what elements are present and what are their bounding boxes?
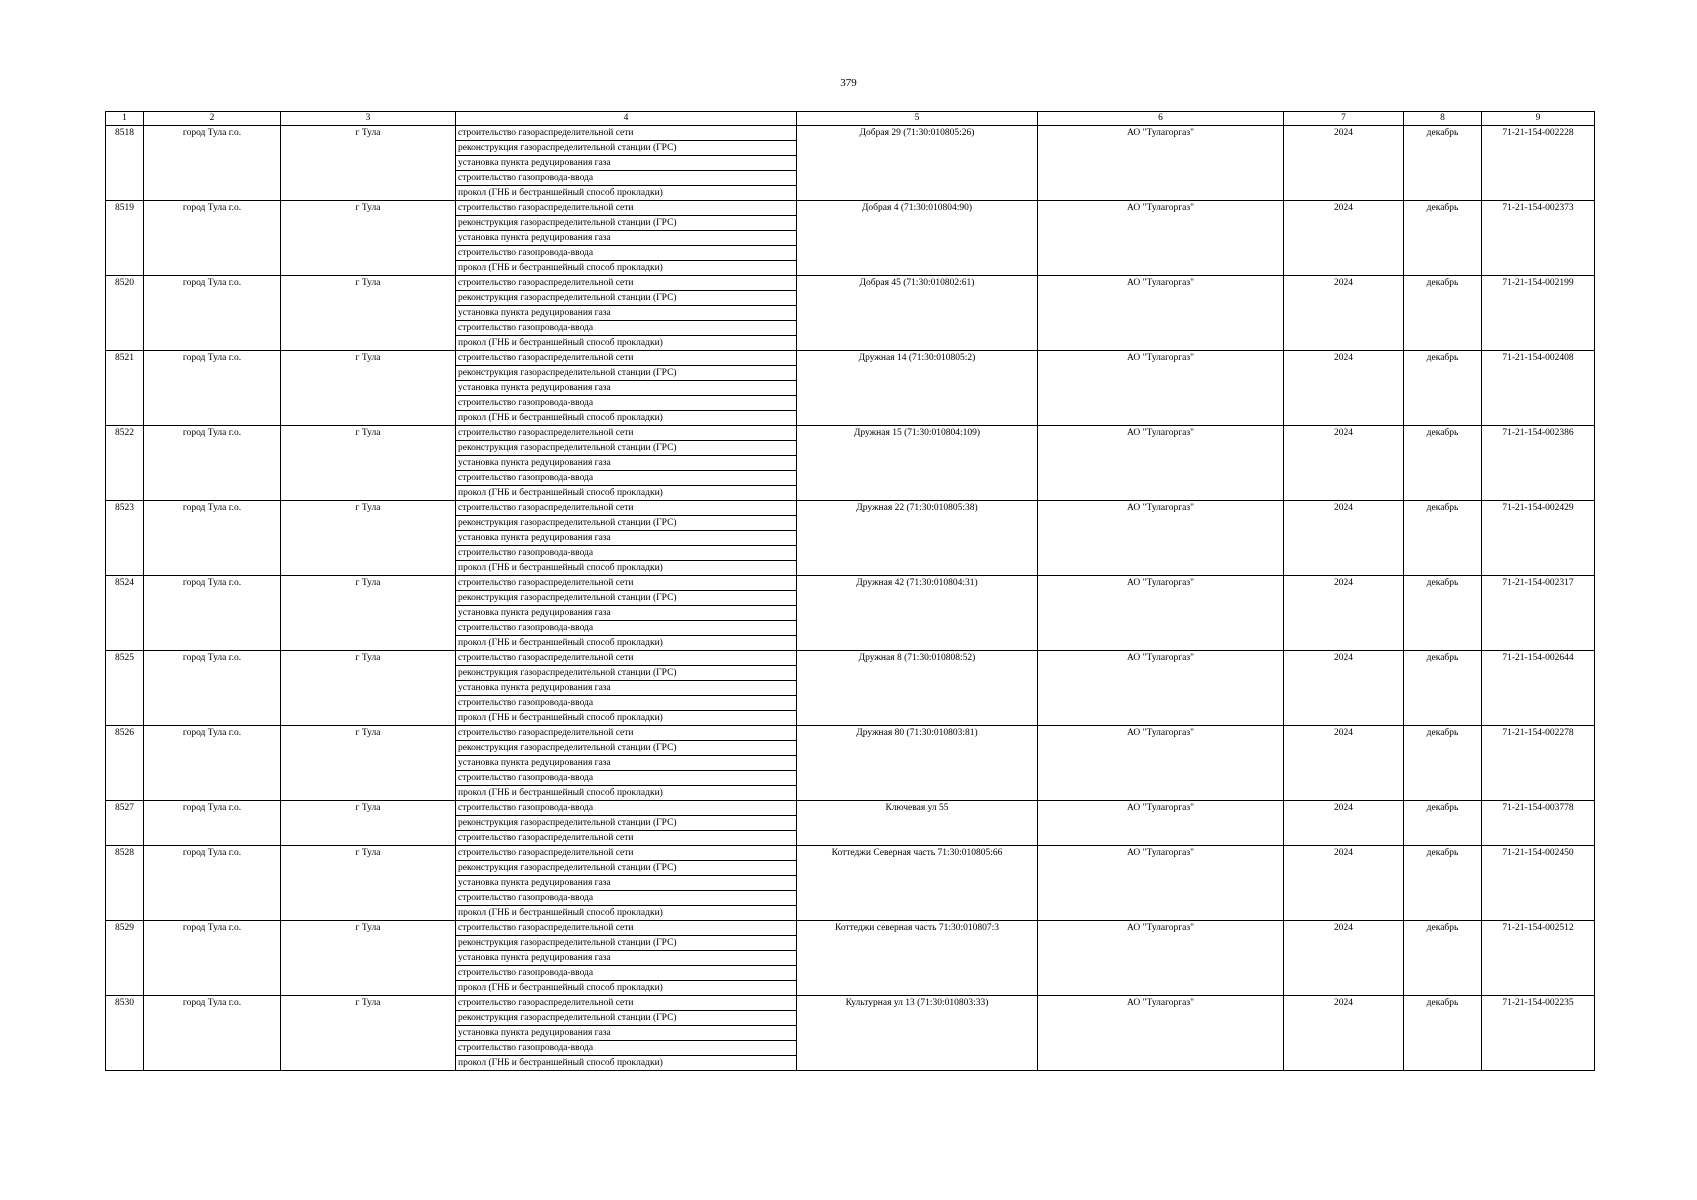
month-cell: декабрь <box>1404 846 1482 921</box>
year-cell: 2024 <box>1284 351 1404 426</box>
district-cell: город Тула г.о. <box>144 351 281 426</box>
work-type-cell: строительство газопровода-ввода <box>456 321 797 336</box>
work-type-cell: установка пункта редуцирования газа <box>456 231 797 246</box>
month-cell: декабрь <box>1404 126 1482 201</box>
code-cell: 71-21-154-002228 <box>1482 126 1595 201</box>
work-type-cell: реконструкция газораспределительной станции (ГРС) <box>456 666 797 681</box>
record-number: 8521 <box>106 351 144 426</box>
column-header-2: 2 <box>144 112 281 126</box>
work-type-cell: реконструкция газораспределительной станции (ГРС) <box>456 591 797 606</box>
table-row <box>106 576 1595 591</box>
address-cell: Ключевая ул 55 <box>797 801 1038 846</box>
work-type-cell: строительство газораспределительной сети <box>456 831 797 846</box>
column-header-7: 7 <box>1284 112 1404 126</box>
code-cell: 71-21-154-002644 <box>1482 651 1595 726</box>
work-type-cell: реконструкция газораспределительной станции (ГРС) <box>456 216 797 231</box>
district-cell: город Тула г.о. <box>144 651 281 726</box>
month-cell: декабрь <box>1404 351 1482 426</box>
work-type-cell: установка пункта редуцирования газа <box>456 756 797 771</box>
district-cell: город Тула г.о. <box>144 801 281 846</box>
address-cell: Дружная 15 (71:30:010804:109) <box>797 426 1038 501</box>
work-type-cell: прокол (ГНБ и бестраншейный способ прокладки) <box>456 561 797 576</box>
district-cell: город Тула г.о. <box>144 726 281 801</box>
year-cell: 2024 <box>1284 501 1404 576</box>
code-cell: 71-21-154-002317 <box>1482 576 1595 651</box>
work-type-cell: строительство газораспределительной сети <box>456 351 797 366</box>
month-cell: декабрь <box>1404 426 1482 501</box>
record-number: 8524 <box>106 576 144 651</box>
record-number: 8519 <box>106 201 144 276</box>
code-cell: 71-21-154-002408 <box>1482 351 1595 426</box>
work-type-cell: установка пункта редуцирования газа <box>456 606 797 621</box>
code-cell: 71-21-154-002373 <box>1482 201 1595 276</box>
work-type-cell: строительство газораспределительной сети <box>456 201 797 216</box>
month-cell: декабрь <box>1404 801 1482 846</box>
year-cell: 2024 <box>1284 576 1404 651</box>
work-type-cell: строительство газопровода-ввода <box>456 246 797 261</box>
organization-cell: АО "Тулагоргаз" <box>1038 651 1284 726</box>
work-type-cell: строительство газопровода-ввода <box>456 621 797 636</box>
work-type-cell: строительство газораспределительной сети <box>456 996 797 1011</box>
work-type-cell: прокол (ГНБ и бестраншейный способ прокладки) <box>456 636 797 651</box>
work-type-cell: установка пункта редуцирования газа <box>456 1026 797 1041</box>
district-cell: город Тула г.о. <box>144 846 281 921</box>
work-type-cell: прокол (ГНБ и бестраншейный способ прокладки) <box>456 336 797 351</box>
locality-cell: г Тула <box>281 501 456 576</box>
work-type-cell: прокол (ГНБ и бестраншейный способ прокладки) <box>456 1056 797 1071</box>
table-row <box>106 651 1595 666</box>
work-type-cell: установка пункта редуцирования газа <box>456 456 797 471</box>
table-row <box>106 126 1595 141</box>
year-cell: 2024 <box>1284 126 1404 201</box>
locality-cell: г Тула <box>281 576 456 651</box>
work-type-cell: реконструкция газораспределительной станции (ГРС) <box>456 1011 797 1026</box>
work-type-cell: прокол (ГНБ и бестраншейный способ прокладки) <box>456 186 797 201</box>
year-cell: 2024 <box>1284 726 1404 801</box>
organization-cell: АО "Тулагоргаз" <box>1038 426 1284 501</box>
year-cell: 2024 <box>1284 846 1404 921</box>
locality-cell: г Тула <box>281 726 456 801</box>
work-type-cell: прокол (ГНБ и бестраншейный способ прокладки) <box>456 786 797 801</box>
code-cell: 71-21-154-003778 <box>1482 801 1595 846</box>
table-row <box>106 801 1595 816</box>
work-type-cell: строительство газораспределительной сети <box>456 921 797 936</box>
code-cell: 71-21-154-002386 <box>1482 426 1595 501</box>
address-cell: Культурная ул 13 (71:30:010803:33) <box>797 996 1038 1071</box>
code-cell: 71-21-154-002429 <box>1482 501 1595 576</box>
organization-cell: АО "Тулагоргаз" <box>1038 801 1284 846</box>
address-cell: Добрая 4 (71:30:010804:90) <box>797 201 1038 276</box>
address-cell: Добрая 45 (71:30:010802:61) <box>797 276 1038 351</box>
work-type-cell: прокол (ГНБ и бестраншейный способ прокладки) <box>456 711 797 726</box>
month-cell: декабрь <box>1404 576 1482 651</box>
table-row <box>106 846 1595 861</box>
table-body <box>106 126 1595 1071</box>
record-number: 8526 <box>106 726 144 801</box>
work-type-cell: строительство газопровода-ввода <box>456 891 797 906</box>
locality-cell: г Тула <box>281 921 456 996</box>
month-cell: декабрь <box>1404 201 1482 276</box>
organization-cell: АО "Тулагоргаз" <box>1038 996 1284 1071</box>
work-type-cell: установка пункта редуцирования газа <box>456 306 797 321</box>
work-type-cell: реконструкция газораспределительной станции (ГРС) <box>456 516 797 531</box>
record-number: 8530 <box>106 996 144 1071</box>
column-header-9: 9 <box>1482 112 1595 126</box>
table-row <box>106 921 1595 936</box>
work-type-cell: строительство газопровода-ввода <box>456 396 797 411</box>
table-row <box>106 501 1595 516</box>
work-type-cell: строительство газораспределительной сети <box>456 651 797 666</box>
code-cell: 71-21-154-002450 <box>1482 846 1595 921</box>
month-cell: декабрь <box>1404 651 1482 726</box>
organization-cell: АО "Тулагоргаз" <box>1038 846 1284 921</box>
month-cell: декабрь <box>1404 921 1482 996</box>
district-cell: город Тула г.о. <box>144 501 281 576</box>
work-type-cell: строительство газораспределительной сети <box>456 726 797 741</box>
work-type-cell: строительство газораспределительной сети <box>456 846 797 861</box>
locality-cell: г Тула <box>281 276 456 351</box>
table-row <box>106 426 1595 441</box>
address-cell: Дружная 80 (71:30:010803:81) <box>797 726 1038 801</box>
year-cell: 2024 <box>1284 651 1404 726</box>
work-type-cell: строительство газопровода-ввода <box>456 546 797 561</box>
address-cell: Коттеджи северная часть 71:30:010807:3 <box>797 921 1038 996</box>
district-cell: город Тула г.о. <box>144 126 281 201</box>
work-type-cell: строительство газопровода-ввода <box>456 966 797 981</box>
month-cell: декабрь <box>1404 726 1482 801</box>
district-cell: город Тула г.о. <box>144 921 281 996</box>
header-row <box>106 112 1595 126</box>
district-cell: город Тула г.о. <box>144 276 281 351</box>
district-cell: город Тула г.о. <box>144 201 281 276</box>
work-type-cell: строительство газопровода-ввода <box>456 171 797 186</box>
work-type-cell: строительство газораспределительной сети <box>456 426 797 441</box>
record-number: 8522 <box>106 426 144 501</box>
district-cell: город Тула г.о. <box>144 426 281 501</box>
work-type-cell: прокол (ГНБ и бестраншейный способ прокладки) <box>456 981 797 996</box>
locality-cell: г Тула <box>281 426 456 501</box>
record-number: 8518 <box>106 126 144 201</box>
year-cell: 2024 <box>1284 921 1404 996</box>
record-number: 8520 <box>106 276 144 351</box>
locality-cell: г Тула <box>281 801 456 846</box>
column-header-5: 5 <box>797 112 1038 126</box>
table-row <box>106 726 1595 741</box>
work-type-cell: строительство газопровода-ввода <box>456 1041 797 1056</box>
record-number: 8525 <box>106 651 144 726</box>
address-cell: Дружная 22 (71:30:010805:38) <box>797 501 1038 576</box>
work-type-cell: строительство газопровода-ввода <box>456 771 797 786</box>
year-cell: 2024 <box>1284 996 1404 1071</box>
work-type-cell: установка пункта редуцирования газа <box>456 876 797 891</box>
locality-cell: г Тула <box>281 996 456 1071</box>
code-cell: 71-21-154-002235 <box>1482 996 1595 1071</box>
work-type-cell: реконструкция газораспределительной станции (ГРС) <box>456 816 797 831</box>
code-cell: 71-21-154-002512 <box>1482 921 1595 996</box>
work-type-cell: реконструкция газораспределительной станции (ГРС) <box>456 936 797 951</box>
organization-cell: АО "Тулагоргаз" <box>1038 576 1284 651</box>
work-type-cell: установка пункта редуцирования газа <box>456 531 797 546</box>
organization-cell: АО "Тулагоргаз" <box>1038 921 1284 996</box>
work-type-cell: реконструкция газораспределительной станции (ГРС) <box>456 741 797 756</box>
work-type-cell: строительство газопровода-ввода <box>456 696 797 711</box>
locality-cell: г Тула <box>281 126 456 201</box>
column-header-8: 8 <box>1404 112 1482 126</box>
column-header-4: 4 <box>456 112 797 126</box>
address-cell: Дружная 8 (71:30:010808:52) <box>797 651 1038 726</box>
record-number: 8527 <box>106 801 144 846</box>
work-type-cell: установка пункта редуцирования газа <box>456 951 797 966</box>
organization-cell: АО "Тулагоргаз" <box>1038 276 1284 351</box>
work-type-cell: реконструкция газораспределительной станции (ГРС) <box>456 861 797 876</box>
table-row <box>106 351 1595 366</box>
year-cell: 2024 <box>1284 426 1404 501</box>
works-table <box>105 111 1595 1071</box>
month-cell: декабрь <box>1404 501 1482 576</box>
organization-cell: АО "Тулагоргаз" <box>1038 351 1284 426</box>
work-type-cell: строительство газопровода-ввода <box>456 471 797 486</box>
table-row <box>106 276 1595 291</box>
work-type-cell: реконструкция газораспределительной станции (ГРС) <box>456 441 797 456</box>
work-type-cell: прокол (ГНБ и бестраншейный способ прокладки) <box>456 486 797 501</box>
month-cell: декабрь <box>1404 996 1482 1071</box>
column-header-6: 6 <box>1038 112 1284 126</box>
work-type-cell: установка пункта редуцирования газа <box>456 156 797 171</box>
column-header-3: 3 <box>281 112 456 126</box>
organization-cell: АО "Тулагоргаз" <box>1038 126 1284 201</box>
record-number: 8528 <box>106 846 144 921</box>
work-type-cell: прокол (ГНБ и бестраншейный способ прокладки) <box>456 261 797 276</box>
year-cell: 2024 <box>1284 801 1404 846</box>
address-cell: Дружная 42 (71:30:010804:31) <box>797 576 1038 651</box>
work-type-cell: строительство газопровода-ввода <box>456 801 797 816</box>
column-header-1: 1 <box>106 112 144 126</box>
work-type-cell: строительство газораспределительной сети <box>456 126 797 141</box>
locality-cell: г Тула <box>281 201 456 276</box>
work-type-cell: прокол (ГНБ и бестраншейный способ прокладки) <box>456 906 797 921</box>
district-cell: город Тула г.о. <box>144 576 281 651</box>
record-number: 8529 <box>106 921 144 996</box>
work-type-cell: прокол (ГНБ и бестраншейный способ прокладки) <box>456 411 797 426</box>
address-cell: Коттеджи Северная часть 71:30:010805:66 <box>797 846 1038 921</box>
work-type-cell: установка пункта редуцирования газа <box>456 681 797 696</box>
organization-cell: АО "Тулагоргаз" <box>1038 501 1284 576</box>
locality-cell: г Тула <box>281 846 456 921</box>
code-cell: 71-21-154-002199 <box>1482 276 1595 351</box>
table-row <box>106 201 1595 216</box>
locality-cell: г Тула <box>281 351 456 426</box>
locality-cell: г Тула <box>281 651 456 726</box>
organization-cell: АО "Тулагоргаз" <box>1038 726 1284 801</box>
year-cell: 2024 <box>1284 201 1404 276</box>
page-number: 379 <box>840 77 857 89</box>
address-cell: Добрая 29 (71:30:010805:26) <box>797 126 1038 201</box>
work-type-cell: установка пункта редуцирования газа <box>456 381 797 396</box>
work-type-cell: реконструкция газораспределительной станции (ГРС) <box>456 291 797 306</box>
month-cell: декабрь <box>1404 276 1482 351</box>
year-cell: 2024 <box>1284 276 1404 351</box>
address-cell: Дружная 14 (71:30:010805:2) <box>797 351 1038 426</box>
table-row <box>106 996 1595 1011</box>
organization-cell: АО "Тулагоргаз" <box>1038 201 1284 276</box>
work-type-cell: строительство газораспределительной сети <box>456 501 797 516</box>
work-type-cell: реконструкция газораспределительной станции (ГРС) <box>456 366 797 381</box>
work-type-cell: реконструкция газораспределительной станции (ГРС) <box>456 141 797 156</box>
work-type-cell: строительство газораспределительной сети <box>456 576 797 591</box>
code-cell: 71-21-154-002278 <box>1482 726 1595 801</box>
record-number: 8523 <box>106 501 144 576</box>
work-type-cell: строительство газораспределительной сети <box>456 276 797 291</box>
district-cell: город Тула г.о. <box>144 996 281 1071</box>
